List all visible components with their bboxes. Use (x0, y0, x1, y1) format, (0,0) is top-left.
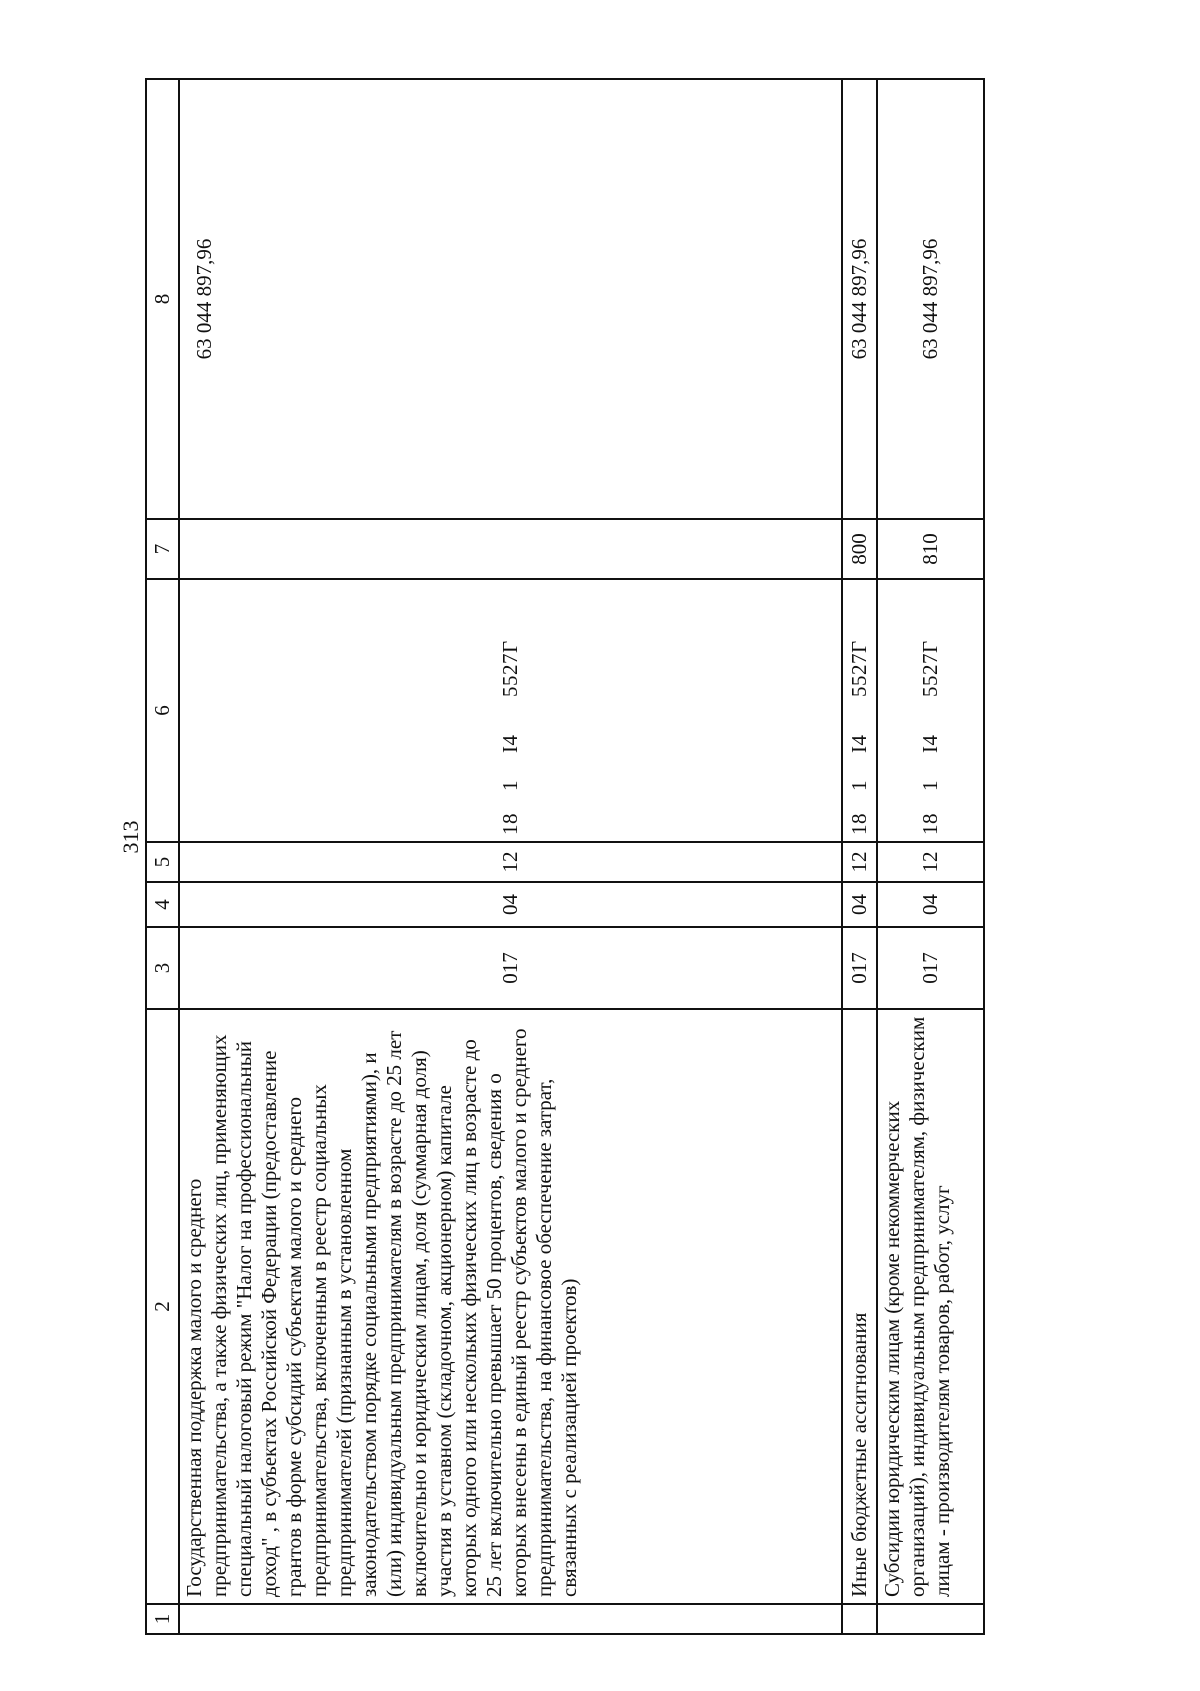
target-code-part: 18 (917, 813, 942, 835)
expense-type-code: 800 (842, 519, 877, 579)
column-number: 8 (146, 79, 179, 519)
target-code-part: 1 (846, 780, 871, 791)
subsection-code: 12 (877, 842, 984, 882)
subsection-code: 12 (179, 842, 842, 882)
target-article-code (179, 579, 842, 842)
expense-type-code (179, 519, 842, 579)
column-number: 3 (146, 927, 179, 1009)
page-number: 313 (118, 820, 143, 854)
column-number: 6 (146, 579, 179, 842)
ministry-code: 017 (877, 927, 984, 1009)
target-article-code (842, 579, 877, 842)
budget-table-wrapper (145, 80, 985, 1635)
section-code: 04 (877, 882, 984, 927)
column-number: 1 (146, 1604, 179, 1634)
target-code-part: 18 (846, 813, 871, 835)
target-code-part: 5527Г (497, 640, 522, 697)
section-code: 04 (842, 882, 877, 927)
column-number: 7 (146, 519, 179, 579)
column-number: 4 (146, 882, 179, 927)
table-row (842, 79, 877, 1634)
ministry-code: 017 (179, 927, 842, 1009)
target-article-code (877, 579, 984, 842)
column-number: 5 (146, 842, 179, 882)
row-description: Субсидии юридическим лицам (кроме некоммерческих организаций), индивидуальным предпринимателям, физическим лицам - производителям товаров, работ, услуг (877, 1009, 984, 1604)
target-code-part: 5527Г (846, 640, 871, 697)
column-number: 2 (146, 1009, 179, 1604)
target-code-part: 1 (497, 780, 522, 791)
amount: 63 044 897,96 (179, 79, 842, 519)
budget-table (145, 78, 985, 1635)
target-code-part: 18 (497, 813, 522, 835)
row-description: Государственная поддержка малого и среднего предпринимательства, а также физических лиц, применяющих специальный налоговый режим "Налог на профессиональный доход" , в субъектах Российской Федерации (предоставление грантов в форме субсидий субъектам малого и среднего предпринимательства, включенным в реестр социальных предпринимателей (признанным в установленном законодательством порядке социальными предприятиями), и (или) индивидуальным предпринимателям в возрасте до 25 лет включительно и юридическим лицам, доля (суммарная доля) участия в уставном (складочном, акционерном) капитале которых одного или нескольких физических лиц в возрасте до 25 лет включительно превышает 50 процентов, сведения о которых внесены в единый реестр субъектов малого и среднего предпринимательства, на финансовое обеспечение затрат, связанных с реализацией проектов) (179, 1009, 842, 1604)
section-code: 04 (179, 882, 842, 927)
row-index-cell (179, 1604, 842, 1634)
ministry-code: 017 (842, 927, 877, 1009)
row-index-cell (877, 1604, 984, 1634)
amount: 63 044 897,96 (842, 79, 877, 519)
target-code-part: I4 (497, 734, 522, 753)
subsection-code: 12 (842, 842, 877, 882)
amount: 63 044 897,96 (877, 79, 984, 519)
column-number-row (146, 79, 179, 1634)
target-code-part: 5527Г (917, 640, 942, 697)
target-code-part: I4 (917, 734, 942, 753)
expense-type-code: 810 (877, 519, 984, 579)
table-row (179, 79, 842, 1634)
table-row (877, 79, 984, 1634)
rotated-table-container (145, 80, 985, 1635)
target-code-part: 1 (917, 780, 942, 791)
row-description: Иные бюджетные ассигнования (842, 1009, 877, 1604)
target-code-part: I4 (846, 734, 871, 753)
row-index-cell (842, 1604, 877, 1634)
